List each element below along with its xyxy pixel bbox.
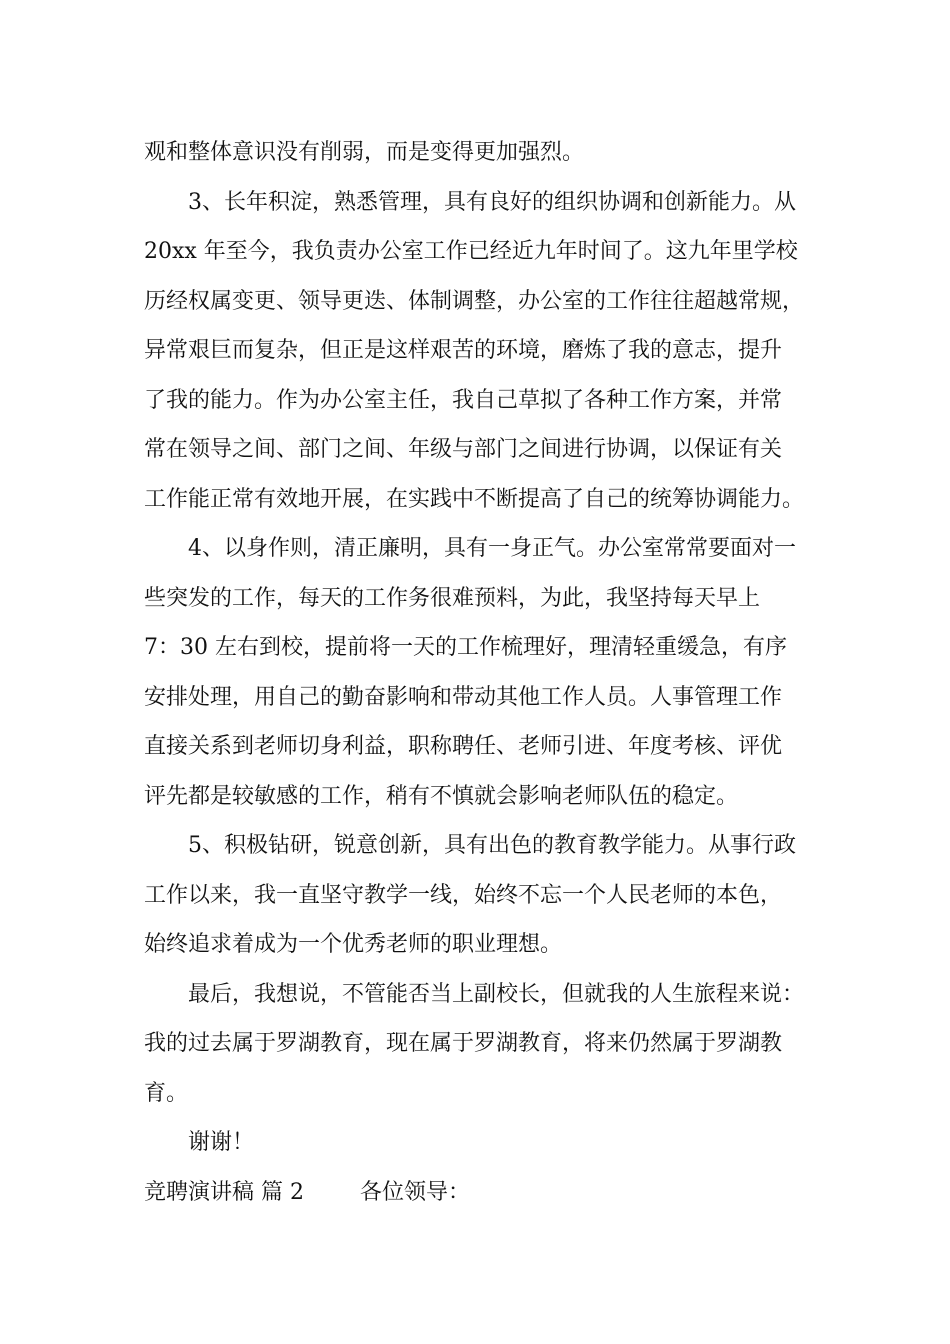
text-line: 最后，我想说，不管能否当上副校长，但就我的人生旅程来说： [188, 981, 805, 1007]
text-line: 观和整体意识没有削弱，而是变得更加强烈。 [144, 140, 585, 165]
text-line: 常在领导之间、部门之间、年级与部门之间进行协调，以保证有关 [144, 437, 783, 462]
text-line: 4、以身作则，清正廉明，具有一身正气。办公室常常要面对一 [188, 536, 796, 561]
section-heading [144, 1168, 824, 1218]
text-line: 了我的能力。作为办公室主任，我自己草拟了各种工作方案，并常 [144, 387, 783, 413]
text-line: 我的过去属于罗湖教育，现在属于罗湖教育，将来仍然属于罗湖教 [144, 1031, 783, 1056]
text-line: 育。 [144, 1080, 189, 1106]
text-line: 工作能正常有效地开展，在实践中不断提高了自己的统筹协调能力。 [144, 486, 805, 512]
heading-title: 竞聘演讲稿 [144, 1179, 255, 1205]
text-line: 些突发的工作，每天的工作务很难预料，为此，我坚持每天早上 [144, 585, 761, 611]
text-line: 异常艰巨而复杂，但正是这样艰苦的环境，磨炼了我的意志，提升 [144, 338, 783, 363]
text-line: 20xx 年至今，我负责办公室工作已经近九年时间了。这九年里学校 [144, 239, 798, 264]
text-line: 评先都是较敏感的工作，稍有不慎就会影响老师队伍的稳定。 [144, 783, 739, 809]
text-line: 安排处理，用自己的勤奋影响和带动其他工作人员。人事管理工作 [144, 684, 783, 710]
text-line: 7：30 左右到校，提前将一天的工作梳理好，理清轻重缓急，有序 [144, 635, 787, 660]
text-line: 谢谢！ [188, 1130, 255, 1155]
text-line: 5、积极钻研，锐意创新，具有出色的教育教学能力。从事行政 [188, 833, 796, 858]
text-line: 直接关系到老师切身利益，职称聘任、老师引进、年度考核、评优 [144, 734, 783, 759]
text-line: 历经权属变更、领导更迭、体制调整，办公室的工作往往超越常规， [144, 288, 805, 314]
text-line: 3、长年积淀，熟悉管理，具有良好的组织协调和创新能力。从 [188, 189, 796, 215]
heading-section: 篇 2 [261, 1179, 305, 1205]
text-line: 始终追求着成为一个优秀老师的职业理想。 [144, 932, 563, 957]
text-line: 工作以来，我一直坚守教学一线，始终不忘一个人民老师的本色， [144, 882, 783, 908]
document-body [144, 128, 824, 1217]
heading-greeting: 各位领导： [360, 1179, 471, 1205]
